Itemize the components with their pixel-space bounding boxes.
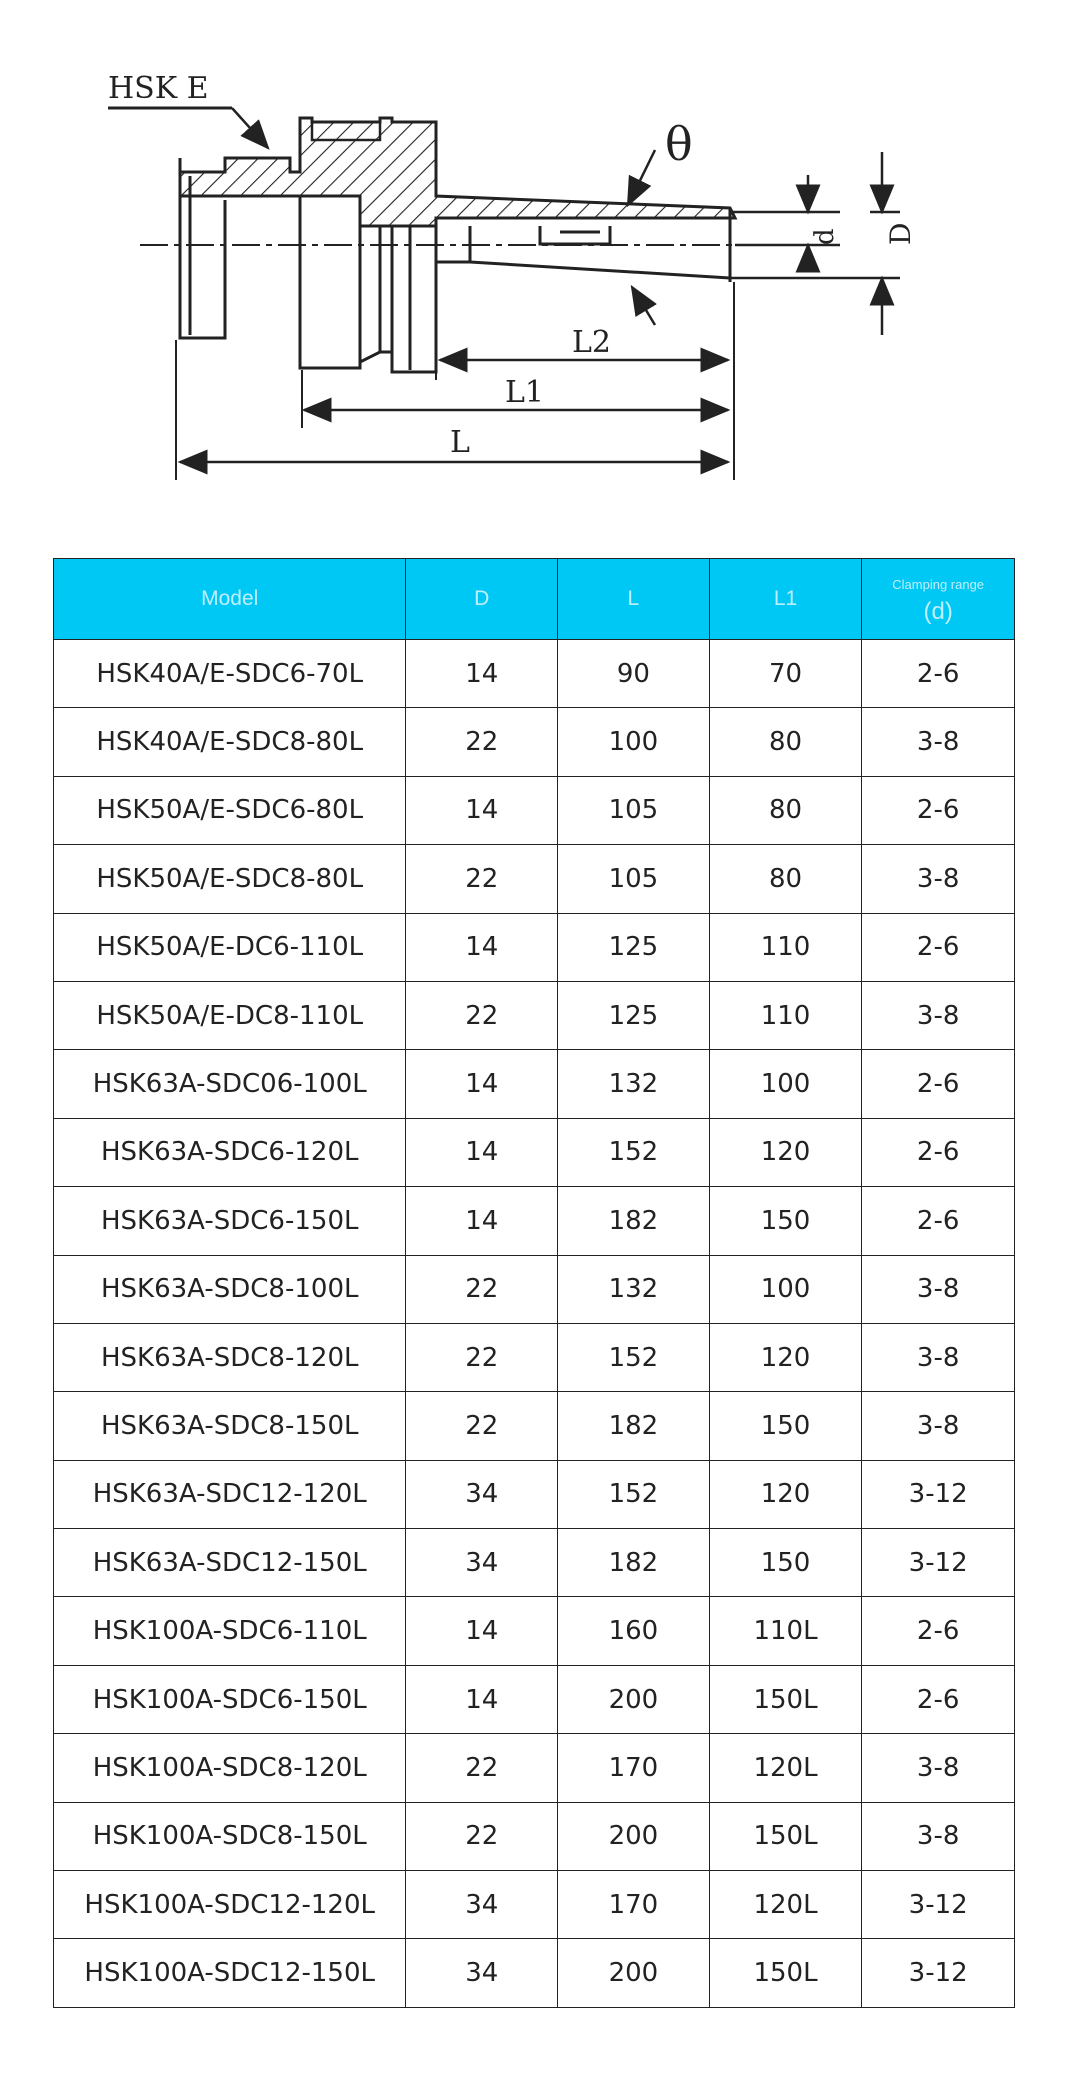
l1-cell: 110: [709, 913, 862, 981]
model-cell: HSK100A-SDC12-150L: [54, 1939, 406, 2007]
l1-cell: 150L: [709, 1802, 862, 1870]
header-clamping-range: [862, 559, 1015, 640]
d-cell: 34: [406, 1460, 558, 1528]
clamping-range-cell: 2-6: [862, 1050, 1015, 1118]
d-cell: 14: [406, 913, 558, 981]
d-cell: 14: [406, 1050, 558, 1118]
clamping-range-cell: 2-6: [862, 1118, 1015, 1186]
l2-label: L2: [572, 325, 612, 360]
l-cell: 105: [558, 776, 710, 844]
l1-cell: 80: [709, 776, 862, 844]
d-cell: 14: [406, 1597, 558, 1665]
clamping-range-cell: 3-12: [862, 1871, 1015, 1939]
l1-cell: 150: [709, 1529, 862, 1597]
table-header-row: [54, 559, 1015, 640]
model-cell: HSK63A-SDC06-100L: [54, 1050, 406, 1118]
hsk-label-leader: [108, 108, 268, 148]
model-cell: HSK100A-SDC8-150L: [54, 1802, 406, 1870]
technical-drawing: [0, 0, 1080, 520]
clamping-range-cell: 3-8: [862, 1323, 1015, 1391]
l-cell: 182: [558, 1392, 710, 1460]
model-cell: HSK63A-SDC6-120L: [54, 1118, 406, 1186]
l1-cell: 120L: [709, 1734, 862, 1802]
l1-cell: 100: [709, 1255, 862, 1323]
l1-cell: 120: [709, 1460, 862, 1528]
table-row: [54, 1050, 1015, 1118]
table-row: [54, 1529, 1015, 1597]
header-clamping-range-unit: (d): [923, 597, 953, 625]
l1-cell: 70: [709, 640, 862, 708]
model-cell: HSK50A/E-DC6-110L: [54, 913, 406, 981]
l-cell: 160: [558, 1597, 710, 1665]
small-d-label: d: [810, 228, 840, 245]
clamping-range-cell: 2-6: [862, 640, 1015, 708]
clamping-range-cell: 2-6: [862, 1187, 1015, 1255]
table-row: [54, 640, 1015, 708]
table-row: [54, 1871, 1015, 1939]
model-cell: HSK100A-SDC12-120L: [54, 1871, 406, 1939]
l-label: L: [450, 425, 470, 460]
clamping-range-cell: 2-6: [862, 1665, 1015, 1733]
table-row: [54, 1187, 1015, 1255]
table-row: [54, 1597, 1015, 1665]
l-cell: 125: [558, 913, 710, 981]
holder-upper-section: [180, 118, 735, 226]
l-cell: 182: [558, 1529, 710, 1597]
l-cell: 105: [558, 845, 710, 913]
d-cell: 34: [406, 1939, 558, 2007]
l-cell: 125: [558, 981, 710, 1049]
d-cell: 34: [406, 1871, 558, 1939]
l1-cell: 150: [709, 1187, 862, 1255]
model-cell: HSK40A/E-SDC6-70L: [54, 640, 406, 708]
model-cell: HSK100A-SDC8-120L: [54, 1734, 406, 1802]
table-row: [54, 1323, 1015, 1391]
table-row: [54, 708, 1015, 776]
clamping-range-cell: 2-6: [862, 913, 1015, 981]
clamping-range-cell: 3-8: [862, 981, 1015, 1049]
l1-cell: 120: [709, 1323, 862, 1391]
model-cell: HSK63A-SDC8-150L: [54, 1392, 406, 1460]
l1-cell: 110L: [709, 1597, 862, 1665]
model-cell: HSK50A/E-DC8-110L: [54, 981, 406, 1049]
table-row: [54, 1734, 1015, 1802]
l-cell: 152: [558, 1118, 710, 1186]
d-cell: 22: [406, 845, 558, 913]
d-cell: 14: [406, 1665, 558, 1733]
d-cell: 22: [406, 1255, 558, 1323]
clamping-range-cell: 3-8: [862, 1255, 1015, 1323]
l-cell: 152: [558, 1460, 710, 1528]
l-cell: 90: [558, 640, 710, 708]
header-clamping-range-title: Clamping range: [892, 576, 985, 592]
header-d: D: [406, 559, 558, 640]
clamping-range-cell: 3-8: [862, 1734, 1015, 1802]
d-cell: 14: [406, 1187, 558, 1255]
big-d-label: D: [884, 222, 917, 245]
d-cell: 34: [406, 1529, 558, 1597]
l1-cell: 100: [709, 1050, 862, 1118]
table-row: [54, 913, 1015, 981]
clamping-range-cell: 3-8: [862, 845, 1015, 913]
clamping-range-cell: 3-8: [862, 708, 1015, 776]
l-cell: 200: [558, 1802, 710, 1870]
model-cell: HSK63A-SDC12-120L: [54, 1460, 406, 1528]
model-cell: HSK100A-SDC6-150L: [54, 1665, 406, 1733]
clamping-range-cell: 3-12: [862, 1460, 1015, 1528]
specification-table: [53, 558, 1015, 2008]
l1-cell: 150: [709, 1392, 862, 1460]
clamping-range-cell: 3-8: [862, 1392, 1015, 1460]
l-cell: 132: [558, 1255, 710, 1323]
d-cell: 22: [406, 1802, 558, 1870]
model-cell: HSK63A-SDC12-150L: [54, 1529, 406, 1597]
l1-cell: 120L: [709, 1871, 862, 1939]
table-row: [54, 776, 1015, 844]
l-cell: 170: [558, 1734, 710, 1802]
d-cell: 22: [406, 1323, 558, 1391]
theta-angle-leaders: [628, 150, 655, 325]
l1-cell: 120: [709, 1118, 862, 1186]
table-row: [54, 845, 1015, 913]
tool-holder-diagram: [0, 0, 1080, 520]
l-cell: 100: [558, 708, 710, 776]
l1-cell: 110: [709, 981, 862, 1049]
d-cell: 14: [406, 640, 558, 708]
model-cell: HSK50A/E-SDC6-80L: [54, 776, 406, 844]
l-cell: 200: [558, 1665, 710, 1733]
table-row: [54, 1118, 1015, 1186]
l-cell: 152: [558, 1323, 710, 1391]
table-row: [54, 1939, 1015, 2007]
model-cell: HSK63A-SDC8-100L: [54, 1255, 406, 1323]
clamping-range-cell: 3-12: [862, 1939, 1015, 2007]
clamping-range-cell: 3-12: [862, 1529, 1015, 1597]
table-row: [54, 1255, 1015, 1323]
d-cell: 22: [406, 981, 558, 1049]
table-row: [54, 1802, 1015, 1870]
clamping-range-cell: 3-8: [862, 1802, 1015, 1870]
model-cell: HSK40A/E-SDC8-80L: [54, 708, 406, 776]
clamping-range-cell: 2-6: [862, 776, 1015, 844]
l-cell: 200: [558, 1939, 710, 2007]
l1-cell: 80: [709, 708, 862, 776]
l-cell: 132: [558, 1050, 710, 1118]
d-cell: 22: [406, 1392, 558, 1460]
table-row: [54, 1460, 1015, 1528]
l1-cell: 150L: [709, 1665, 862, 1733]
header-l: L: [558, 559, 710, 640]
model-cell: HSK50A/E-SDC8-80L: [54, 845, 406, 913]
l-cell: 182: [558, 1187, 710, 1255]
header-l1: L1: [709, 559, 862, 640]
d-cell: 14: [406, 776, 558, 844]
clamping-range-cell: 2-6: [862, 1597, 1015, 1665]
l1-cell: 80: [709, 845, 862, 913]
l-cell: 170: [558, 1871, 710, 1939]
model-cell: HSK100A-SDC6-110L: [54, 1597, 406, 1665]
model-cell: HSK63A-SDC8-120L: [54, 1323, 406, 1391]
hsk-e-label: HSK E: [108, 71, 209, 106]
l1-cell: 150L: [709, 1939, 862, 2007]
table-row: [54, 981, 1015, 1049]
d-cell: 22: [406, 708, 558, 776]
l1-label: L1: [505, 375, 545, 410]
table-row: [54, 1392, 1015, 1460]
theta-label: θ: [665, 117, 693, 171]
model-cell: HSK63A-SDC6-150L: [54, 1187, 406, 1255]
d-cell: 22: [406, 1734, 558, 1802]
header-model: Model: [54, 559, 406, 640]
d-cell: 14: [406, 1118, 558, 1186]
table-row: [54, 1665, 1015, 1733]
